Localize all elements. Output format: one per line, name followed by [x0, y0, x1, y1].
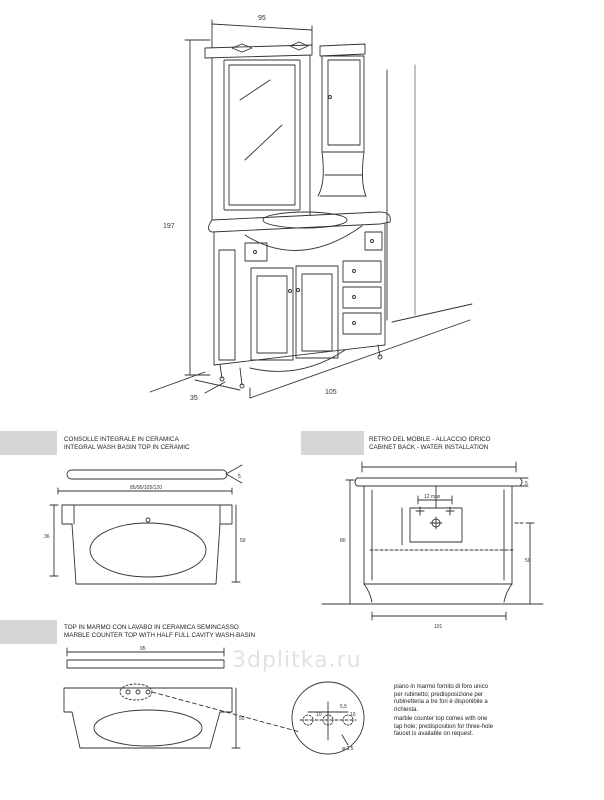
note-en-line: tap hole; predisposition for three-hole: [394, 723, 494, 730]
note-english: [394, 716, 554, 739]
iso-width-label: 95: [258, 15, 266, 22]
isometric-cabinet: [150, 20, 472, 398]
s1-thickness-label: 5: [238, 474, 241, 480]
s1-side-label: 50: [240, 538, 246, 544]
s3-width-label: 95: [140, 646, 146, 652]
section1-title-it: CONSOLLE INTEGRALE IN CERAMICA: [64, 436, 179, 443]
section3-header: [64, 624, 255, 640]
section2-drawing: [322, 462, 543, 620]
s2-pipe-label: 50: [525, 558, 531, 564]
s1-widths-label: 85/95/105/120: [130, 485, 162, 491]
s2-width-label: 101: [434, 624, 443, 630]
s2-top-label: 5: [525, 481, 528, 487]
iso-floor-label: 105: [325, 389, 337, 396]
s3-hole-a-label: 10: [316, 712, 322, 718]
section1-header: [64, 436, 190, 452]
iso-depth-label: 35: [190, 395, 198, 402]
note-en-line: marble counter top comes with one: [394, 716, 488, 722]
s3-hole-dia-label: ø 3,5: [342, 746, 354, 752]
note-it-line: richiesta.: [394, 706, 419, 713]
s2-tap-label: 12 max: [424, 494, 441, 500]
section2-header: [369, 436, 491, 452]
s1-depth-label: 36: [44, 534, 50, 540]
note-it-line: per rubinetto; predisposizione per: [394, 691, 484, 698]
note-italian: [394, 684, 554, 714]
note-it-line: rubinetteria a tre fori è disponibile a: [394, 699, 488, 705]
section3-title-it: TOP IN MARMO CON LAVABO IN CERAMICA SEMINCASSO: [64, 624, 239, 631]
s2-height-label: 80: [340, 538, 346, 544]
section2-title-it: RETRO DEL MOBILE - ALLACCIO IDRICO: [369, 436, 491, 443]
watermark: 3dplitka.ru: [232, 648, 362, 673]
section3-title-en: MARBLE COUNTER TOP WITH HALF FULL CAVITY WASH-BASIN: [64, 632, 256, 639]
note-it-line: piano in marmo fornito di foro unico: [394, 684, 489, 690]
note-en-line: faucet is available on request.: [394, 731, 474, 737]
s3-hole-b-label: 10: [350, 712, 356, 718]
iso-height-label: 197: [163, 223, 175, 230]
section1-title-en: INTEGRAL WASH BASIN TOP IN CERAMIC: [64, 444, 190, 451]
s3-side-label: 50: [239, 716, 245, 722]
section2-title-en: CABINET BACK - WATER INSTALLATION: [369, 444, 489, 451]
section1-drawing: [50, 465, 242, 584]
s3-hole-offset-label: 5,5: [340, 704, 347, 710]
